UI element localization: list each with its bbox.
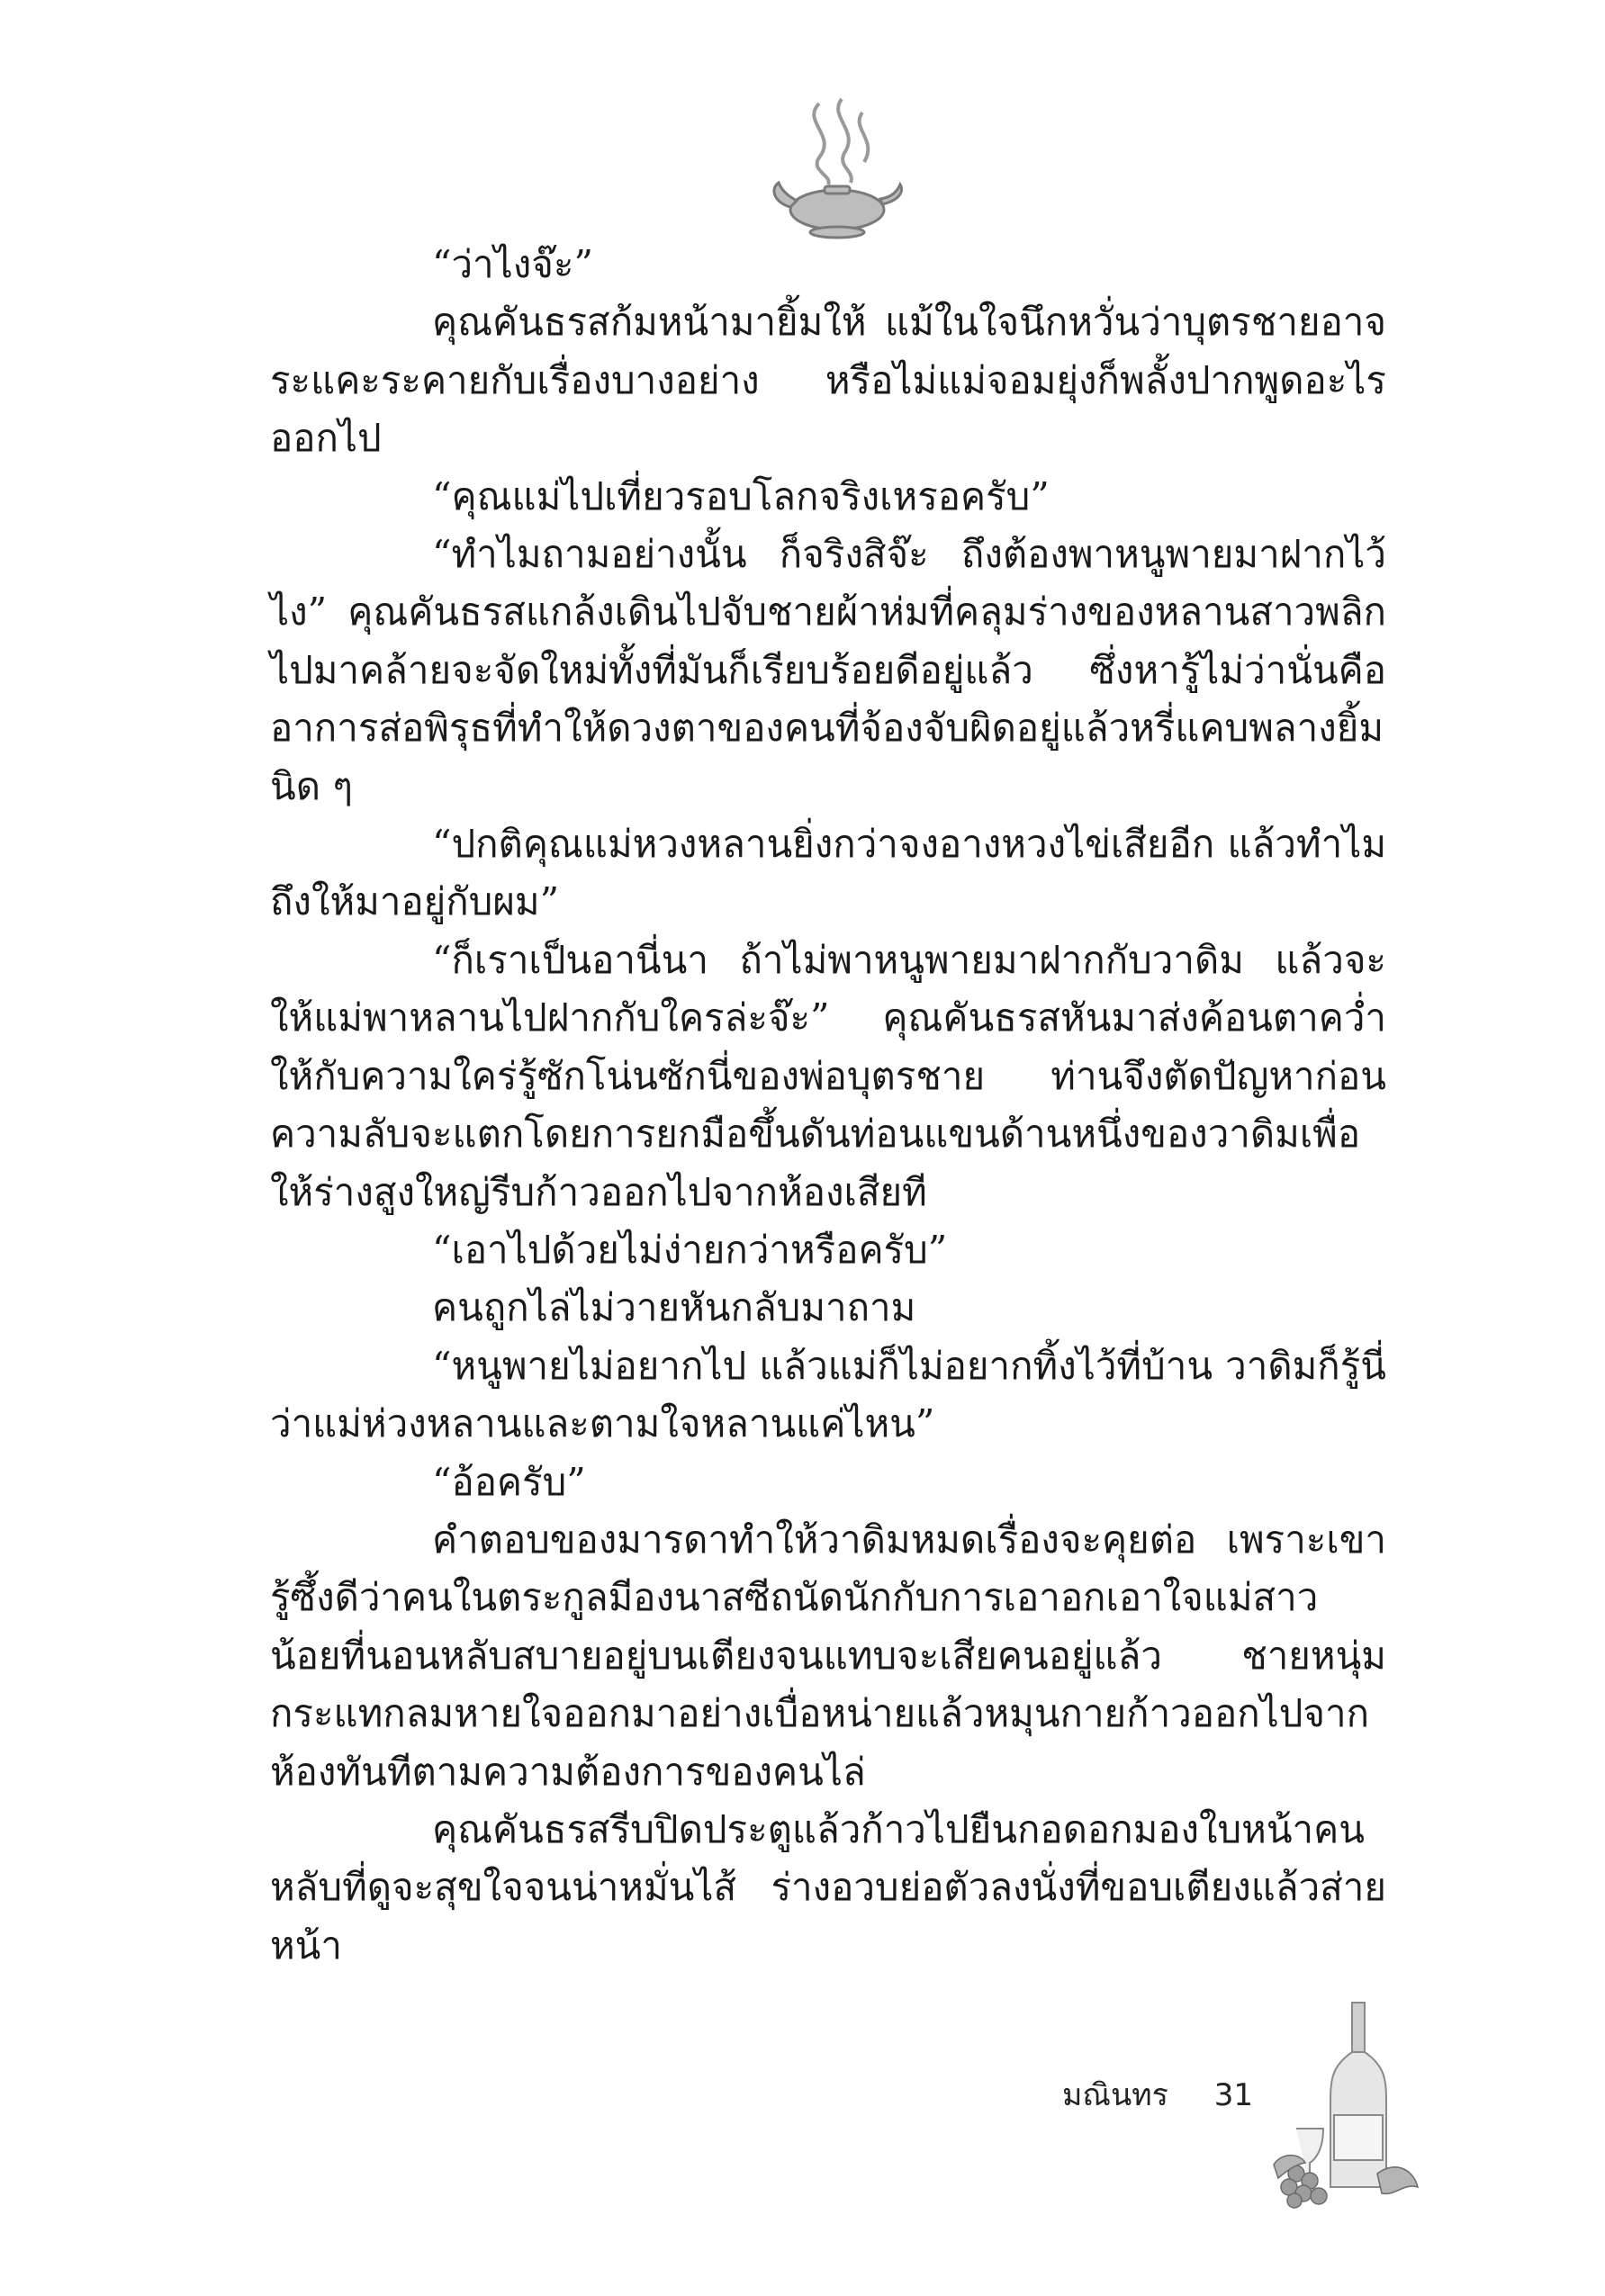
paragraph: คนถูกไล่ไม่วายหันกลับมาถาม [432,1285,916,1330]
paragraph: “ว่าไงจ๊ะ” [432,242,593,286]
paragraph: คุณคันธรสรีบปิดประตูแล้วก้าวไปยืนกอดอกมองใบหน้าคนหลับที่ดูจะสุขใจจนน่าหมั่นไส้ ร่างอวบย่อตัวลงนั่งที่ขอบเตียงแล้วส่ายหน้า [270,1806,1386,1967]
teapot-ornament-icon [765,86,909,243]
paragraph: “หนูพายไม่อยากไป แล้วแม่ก็ไม่อยากทิ้งไว้ที่บ้าน วาดิมก็รู้นี่ว่าแม่ห่วงหลานและตามใจหลานแค่ไหน” [270,1343,1386,1446]
paragraph: “อ้อครับ” [432,1459,586,1504]
paragraph: คำตอบของมารดาทำให้วาดิมหมดเรื่องจะคุยต่อ เพราะเขารู้ซึ้งดีว่าคนในตระกูลมีองนาสซีถนัดนักกับการเอาอกเอาใจแม่สาวน้อยที่นอนหลับสบายอยู่บนเตียงจนแทบจะเสียคนอยู่แล้ว ชายหนุ่มกระแทกลมหายใจออกมาอย่างเบื่อหน่ายแล้วหมุนกายก้าวออกไปจากห้องทันทีตามความต้องการของคนไล่ [270,1517,1386,1794]
paragraph: “ก็เราเป็นอานี่นา ถ้าไม่พาหนูพายมาฝากกับวาดิม แล้วจะให้แม่พาหลานไปฝากกับใครล่ะจ๊ะ” คุณคันธรสหันมาส่งค้อนตาคว่ำให้กับความใคร่รู้ซักโน่นซักนี่ของพ่อบุตรชาย ท่านจึงตัดปัญหาก่อนความลับจะแตกโดยการยกมือขึ้นดันท่อนแขนด้านหนึ่งของวาดิมเพื่อให้ร่างสูงใหญ่รีบก้าวออกไปจากห้องเสียที [270,937,1386,1214]
paragraph: คุณคันธรสก้มหน้ามายิ้มให้ แม้ในใจนึกหวั่นว่าบุตรชายอาจระแคะระคายกับเรื่องบางอย่าง หรือไม่แม่จอมยุ่งก็พลั้งปากพูดอะไรออกไป [270,300,1386,461]
page-number: 31 [1213,2077,1253,2113]
paragraph: “เอาไปด้วยไม่ง่ายกว่าหรือครับ” [432,1227,948,1272]
paragraph: “คุณแม่ไปเที่ยวรอบโลกจริงเหรอครับ” [432,473,1050,518]
page-footer [1062,2070,1253,2119]
paragraph: “ปกติคุณแม่หวงหลานยิ่งกว่าจงอางหวงไข่เสียอีก แล้วทำไมถึงให้มาอยู่กับผม” [270,822,1386,924]
paragraph: “ทำไมถามอย่างนั้น ก็จริงสิจ๊ะ ถึงต้องพาหนูพายมาฝากไว้ไง” คุณคันธรสแกล้งเดินไปจับชายผ้าห่มที่คลุมร่างของหลานสาวพลิกไปมาคล้ายจะจัดใหม่ทั้งที่มันก็เรียบร้อยดีอยู่แล้ว ซึ่งหารู้ไม่ว่านั่นคืออาการส่อพิรุธที่ทำให้ดวงตาของคนที่จ้องจับผิดอยู่แล้วหรี่แคบพลางยิ้มนิด ๆ [270,532,1386,808]
wine-bottle-ornament-icon [1269,1994,1422,2210]
book-title: มณินทร [1062,2077,1168,2113]
body-text [270,236,1386,1975]
